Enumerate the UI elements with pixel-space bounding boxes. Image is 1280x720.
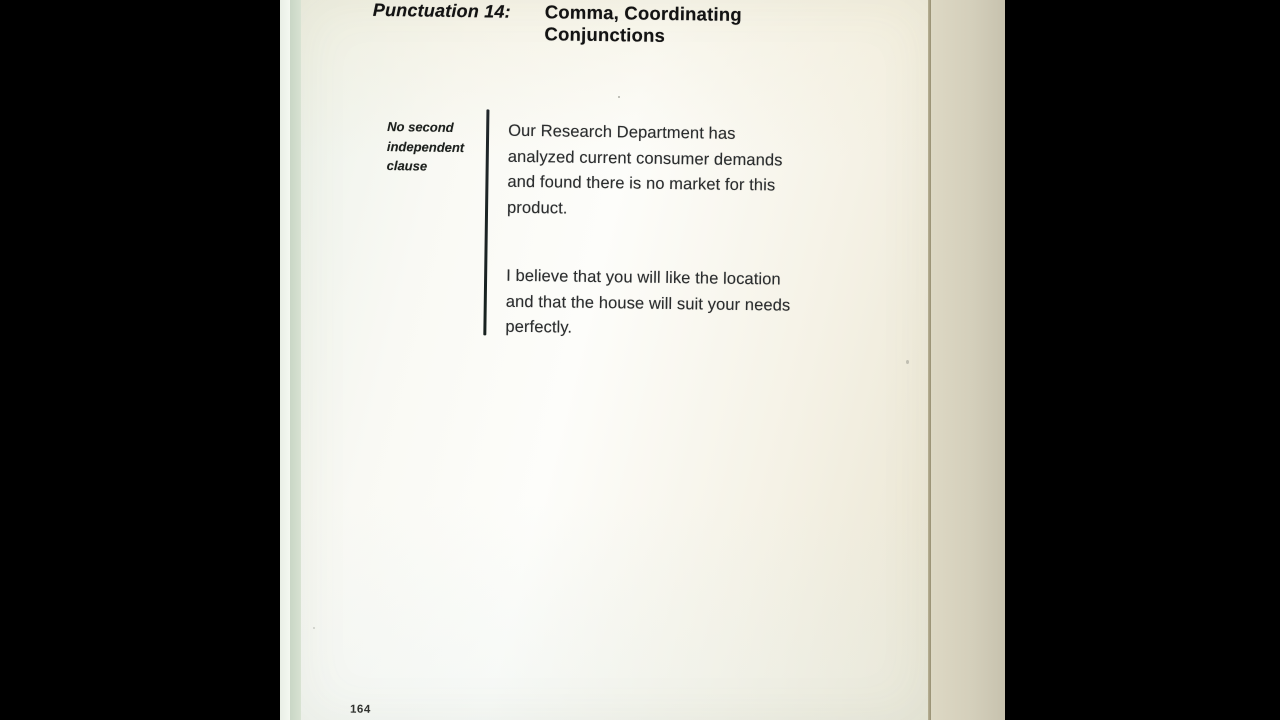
example-2-line-2: and that the house will suit your needs (505, 292, 791, 315)
margin-note-line-1: No second (387, 119, 454, 135)
margin-note-line-2: independent (386, 138, 465, 155)
margin-note-line-3: clause (386, 158, 428, 174)
margin-note (387, 117, 465, 177)
book-page (301, 0, 928, 720)
book-photo (280, 0, 1005, 720)
adjacent-page-strip (931, 0, 1005, 720)
page-edge-highlight (280, 0, 290, 720)
example-1-line-3: and found there is no market for this (507, 172, 776, 195)
section-heading (544, 1, 742, 47)
example-2-line-3: perfectly. (505, 317, 573, 337)
dust-speck (906, 360, 909, 364)
section-heading-line-2: Conjunctions (544, 22, 666, 46)
example-divider-rule (483, 109, 489, 335)
section-number-label: Punctuation 14: (372, 0, 511, 22)
page-number: 164 (349, 703, 371, 716)
example-sentence-2 (505, 264, 791, 344)
dust-speck (618, 96, 620, 98)
example-1-line-4: product. (506, 198, 568, 218)
printed-content (301, 0, 928, 720)
dust-speck (313, 627, 315, 629)
page-edge-strip (290, 0, 301, 720)
example-1-line-2: analyzed current consumer demands (507, 147, 783, 170)
example-sentence-1 (507, 119, 783, 225)
example-2-line-1: I believe that you will like the location (506, 266, 781, 289)
section-heading-line-1: Comma, Coordinating (544, 1, 742, 25)
example-1-line-1: Our Research Department has (508, 121, 736, 143)
